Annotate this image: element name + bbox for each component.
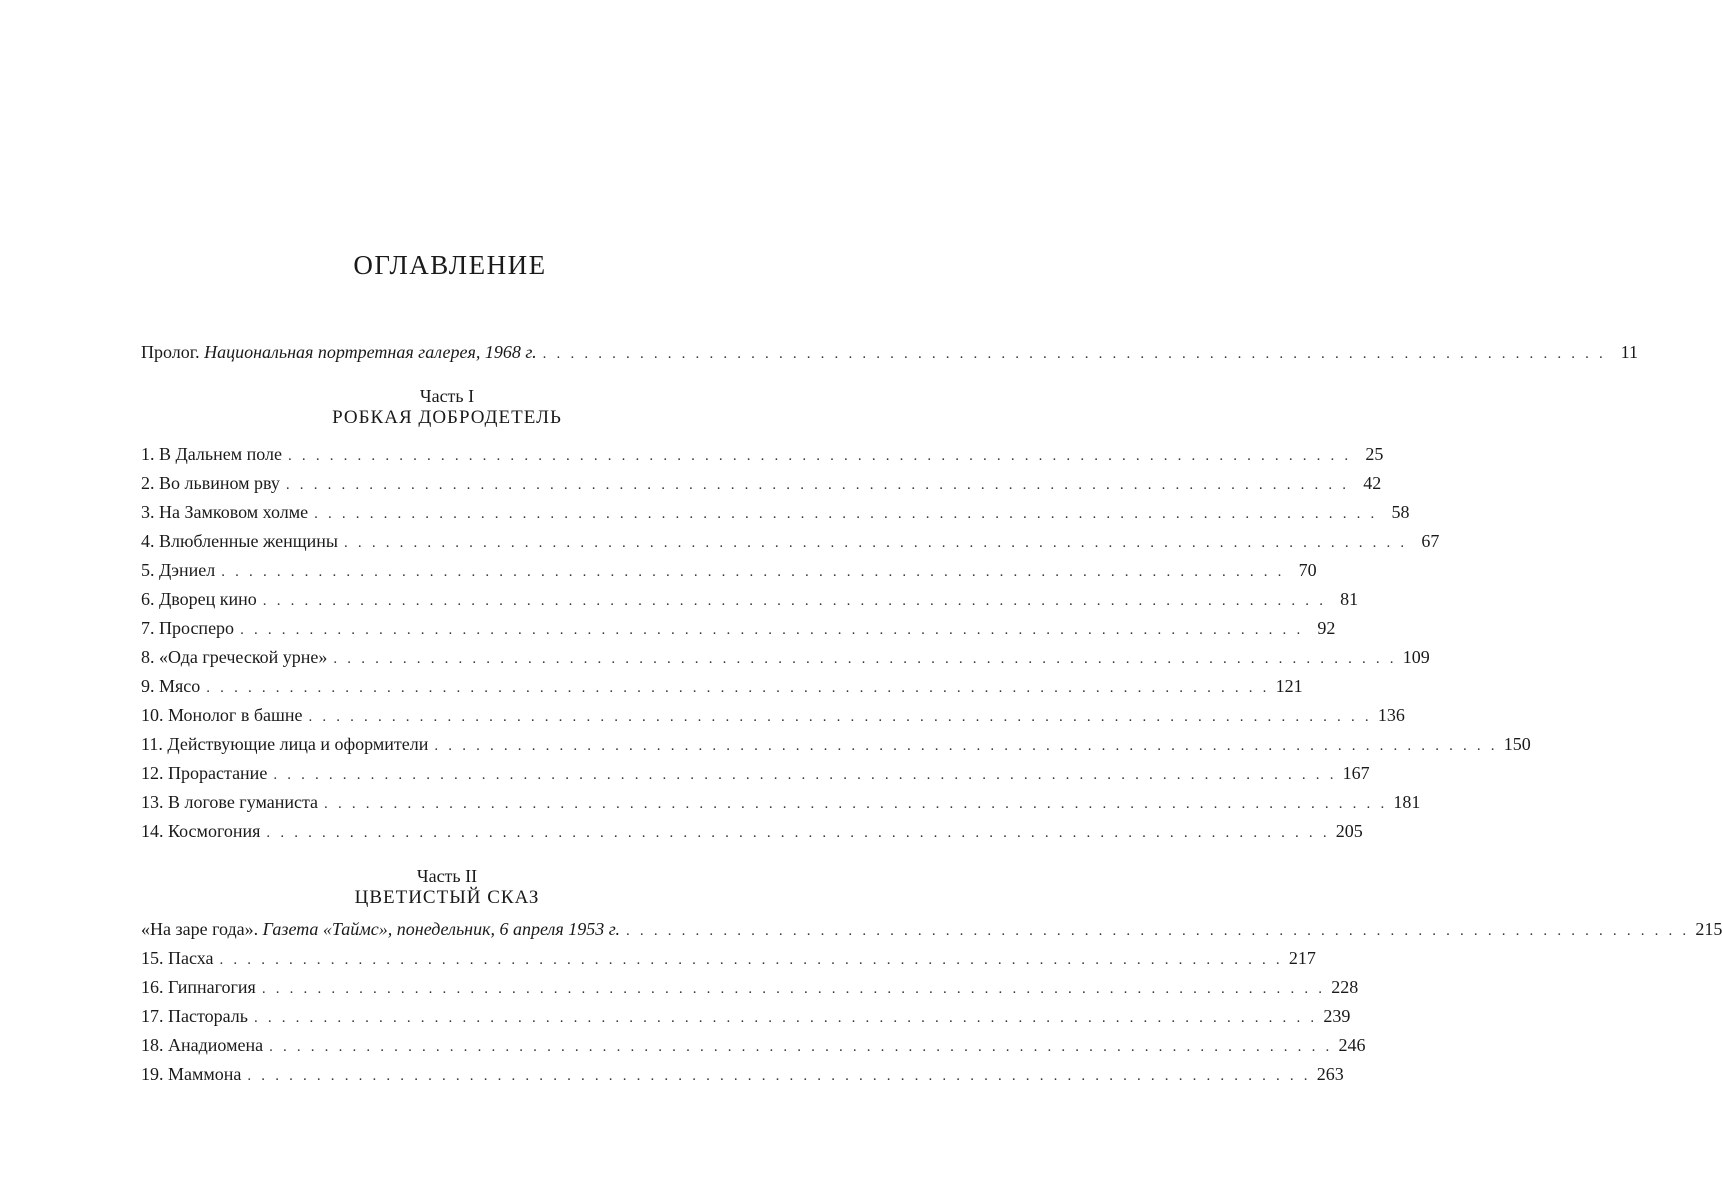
entry-label: «На заре года». Газета «Таймс», понедельник, 6 апреля 1953 г. — [141, 919, 621, 939]
dot-leader: . . . . . . . . . . . . . . . . . . . . . . . . . . . . . . . . . . . . . . . . . . . . . . . . . . . . . . . . . . . . . . . . . . . . . . . . . . . . . — [247, 1068, 1311, 1084]
dot-leader: . . . . . . . . . . . . . . . . . . . . . . . . . . . . . . . . . . . . . . . . . . . . . . . . . . . . . . . . . . . . . . . . . . . . . . . . . . . . . — [266, 825, 1330, 841]
entry-label: 5. Дэниел — [141, 560, 216, 580]
entry-label: 9. Мясо — [141, 676, 201, 696]
dot-leader: . . . . . . . . . . . . . . . . . . . . . . . . . . . . . . . . . . . . . . . . . . . . . . . . . . . . . . . . . . . . . . . . . . . . . . . . . . . . . — [240, 622, 1304, 638]
toc-entry[interactable] — [141, 587, 1359, 611]
entry-page-number: 181 — [1393, 792, 1421, 812]
dot-leader: . . . . . . . . . . . . . . . . . . . . . . . . . . . . . . . . . . . . . . . . . . . . . . . . . . . . . . . . . . . . . . . . . . . . . . . . . . . . . — [221, 564, 1285, 580]
dot-leader: . . . . . . . . . . . . . . . . . . . . . . . . . . . . . . . . . . . . . . . . . . . . . . . . . . . . . . . . . . . . . . . . . . . . . . . . . . . . . — [261, 981, 1326, 997]
entry-page-number: 25 — [1365, 444, 1384, 464]
toc-entry[interactable] — [141, 946, 1316, 970]
dot-leader: . . . . . . . . . . . . . . . . . . . . . . . . . . . . . . . . . . . . . . . . . . . . . . . . . . . . . . . . . . . . . . . . . . . . . . . . . . . . . — [308, 709, 1372, 725]
entry-page-number: 42 — [1363, 473, 1382, 493]
entry-page-number: 150 — [1503, 734, 1531, 754]
dot-leader: . . . . . . . . . . . . . . . . . . . . . . . . . . . . . . . . . . . . . . . . . . . . . . . . . . . . . . . . . . . . . . . . . . . . . . . . . . . . . — [626, 923, 1690, 939]
entry-label: 7. Просперо — [141, 618, 235, 638]
toc-entry[interactable] — [141, 975, 1359, 999]
entry-label: 14. Космогония — [141, 821, 261, 841]
toc-entry[interactable] — [141, 500, 1410, 524]
entry-page-number: 167 — [1342, 763, 1370, 783]
toc-entry[interactable] — [141, 790, 1421, 814]
part-title: РОБКАЯ ДОБРОДЕТЕЛЬ — [332, 407, 562, 428]
dot-leader: . . . . . . . . . . . . . . . . . . . . . . . . . . . . . . . . . . . . . . . . . . . . . . . . . . . . . . . . . . . . . . . . . . . . . . . . . . . . . — [314, 506, 1378, 522]
toc-entry[interactable] — [141, 1033, 1366, 1057]
dot-leader: . . . . . . . . . . . . . . . . . . . . . . . . . . . . . . . . . . . . . . . . . . . . . . . . . . . . . . . . . . . . . . . . . . . . . . . . . . . . . — [253, 1010, 1318, 1026]
entry-page-number: 239 — [1323, 1006, 1351, 1026]
entry-page-number: 81 — [1340, 589, 1359, 609]
page-title: ОГЛАВЛЕНИЕ — [353, 250, 547, 280]
toc-entry[interactable] — [141, 645, 1430, 669]
entry-label: 6. Дворец кино — [141, 589, 257, 609]
dot-leader: . . . . . . . . . . . . . . . . . . . . . . . . . . . . . . . . . . . . . . . . . . . . . . . . . . . . . . . . . . . . . . . . . . . . . . . . . . . . . — [285, 477, 1350, 493]
toc-entry[interactable] — [141, 1062, 1344, 1086]
entry-label: 17. Пастораль — [141, 1006, 248, 1026]
dot-leader: . . . . . . . . . . . . . . . . . . . . . . . . . . . . . . . . . . . . . . . . . . . . . . . . . . . . . . . . . . . . . . . . . . . . . . . . . . . . . — [333, 651, 1397, 667]
dot-leader: . . . . . . . . . . . . . . . . . . . . . . . . . . . . . . . . . . . . . . . . . . . . . . . . . . . . . . . . . . . . . . . . . . . . . . . . . . . . . — [434, 738, 1498, 754]
entry-page-number: 11 — [1620, 342, 1638, 362]
entry-label: 4. Влюбленные женщины — [141, 531, 339, 551]
entry-page-number: 205 — [1335, 821, 1363, 841]
entry-label: Пролог. Национальная портретная галерея, 1968 г. — [141, 342, 537, 362]
entry-label: 3. На Замковом холме — [141, 502, 309, 522]
entry-label: 16. Гипнагогия — [141, 977, 256, 997]
entry-page-number: 67 — [1421, 531, 1440, 551]
entry-label: 19. Маммона — [141, 1064, 242, 1084]
toc-entry[interactable] — [141, 558, 1317, 582]
entry-italic-title: Национальная портретная галерея, 1968 г. — [204, 342, 537, 362]
entry-page-number: 92 — [1317, 618, 1336, 638]
dot-leader: . . . . . . . . . . . . . . . . . . . . . . . . . . . . . . . . . . . . . . . . . . . . . . . . . . . . . . . . . . . . . . . . . . . . . . . . . . . . . — [273, 767, 1337, 783]
part-title: ЦВЕТИСТЫЙ СКАЗ — [354, 887, 540, 908]
entry-italic-title: Газета «Таймс», понедельник, 6 апреля 1953 г. — [262, 919, 621, 939]
toc-entry[interactable] — [141, 819, 1363, 843]
dot-leader: . . . . . . . . . . . . . . . . . . . . . . . . . . . . . . . . . . . . . . . . . . . . . . . . . . . . . . . . . . . . . . . . . . . . . . . . . . . . . — [344, 535, 1408, 551]
entry-label: 1. В Дальнем поле — [141, 444, 283, 464]
toc-entry[interactable] — [141, 442, 1384, 466]
part-label: Часть I — [419, 386, 475, 406]
entry-label: 13. В логове гуманиста — [141, 792, 319, 812]
entry-label: 10. Монолог в башне — [141, 705, 303, 725]
entry-page-number: 246 — [1338, 1035, 1366, 1055]
dot-leader: . . . . . . . . . . . . . . . . . . . . . . . . . . . . . . . . . . . . . . . . . . . . . . . . . . . . . . . . . . . . . . . . . . . . . . . . . . . . . — [262, 593, 1327, 609]
toc-entry[interactable] — [141, 471, 1382, 495]
entry-page-number: 109 — [1402, 647, 1430, 667]
toc-entry[interactable] — [141, 703, 1405, 727]
entry-page-number: 263 — [1316, 1064, 1344, 1084]
entry-label: 2. Во львином рву — [141, 473, 280, 493]
dot-leader: . . . . . . . . . . . . . . . . . . . . . . . . . . . . . . . . . . . . . . . . . . . . . . . . . . . . . . . . . . . . . . . . . . . . . . . . . . . . . — [288, 448, 1352, 464]
toc-entry-prologue[interactable] — [141, 340, 1638, 364]
entry-label: 15. Пасха — [141, 948, 214, 968]
entry-label: 8. «Ода греческой урне» — [141, 647, 328, 667]
entry-page-number: 228 — [1331, 977, 1359, 997]
toc-entry[interactable] — [141, 616, 1336, 640]
toc-entry[interactable] — [141, 529, 1440, 553]
dot-leader: . . . . . . . . . . . . . . . . . . . . . . . . . . . . . . . . . . . . . . . . . . . . . . . . . . . . . . . . . . . . . . . . . . . . . . . . . . . . . — [219, 952, 1283, 968]
entry-page-number: 121 — [1275, 676, 1303, 696]
entry-page-number: 58 — [1391, 502, 1410, 522]
dot-leader: . . . . . . . . . . . . . . . . . . . . . . . . . . . . . . . . . . . . . . . . . . . . . . . . . . . . . . . . . . . . . . . . . . . . . . . . . . . . . — [542, 346, 1606, 362]
toc-entry[interactable] — [141, 1004, 1351, 1028]
dot-leader: . . . . . . . . . . . . . . . . . . . . . . . . . . . . . . . . . . . . . . . . . . . . . . . . . . . . . . . . . . . . . . . . . . . . . . . . . . . . . — [324, 796, 1388, 812]
dot-leader: . . . . . . . . . . . . . . . . . . . . . . . . . . . . . . . . . . . . . . . . . . . . . . . . . . . . . . . . . . . . . . . . . . . . . . . . . . . . . — [269, 1039, 1333, 1055]
toc-entry[interactable] — [141, 732, 1531, 756]
entry-page-number: 217 — [1288, 948, 1316, 968]
dot-leader: . . . . . . . . . . . . . . . . . . . . . . . . . . . . . . . . . . . . . . . . . . . . . . . . . . . . . . . . . . . . . . . . . . . . . . . . . . . . . — [206, 680, 1270, 696]
toc-entry[interactable] — [141, 761, 1370, 785]
entry-page-number: 215 — [1695, 919, 1722, 939]
toc-entry-intro[interactable] — [141, 917, 1722, 941]
entry-page-number: 70 — [1298, 560, 1317, 580]
entry-label: 12. Прорастание — [141, 763, 268, 783]
toc-entry[interactable] — [141, 674, 1303, 698]
entry-label: 11. Действующие лица и оформители — [141, 734, 429, 754]
part-label: Часть II — [416, 866, 478, 886]
entry-page-number: 136 — [1377, 705, 1405, 725]
entry-label: 18. Анадиомена — [141, 1035, 264, 1055]
